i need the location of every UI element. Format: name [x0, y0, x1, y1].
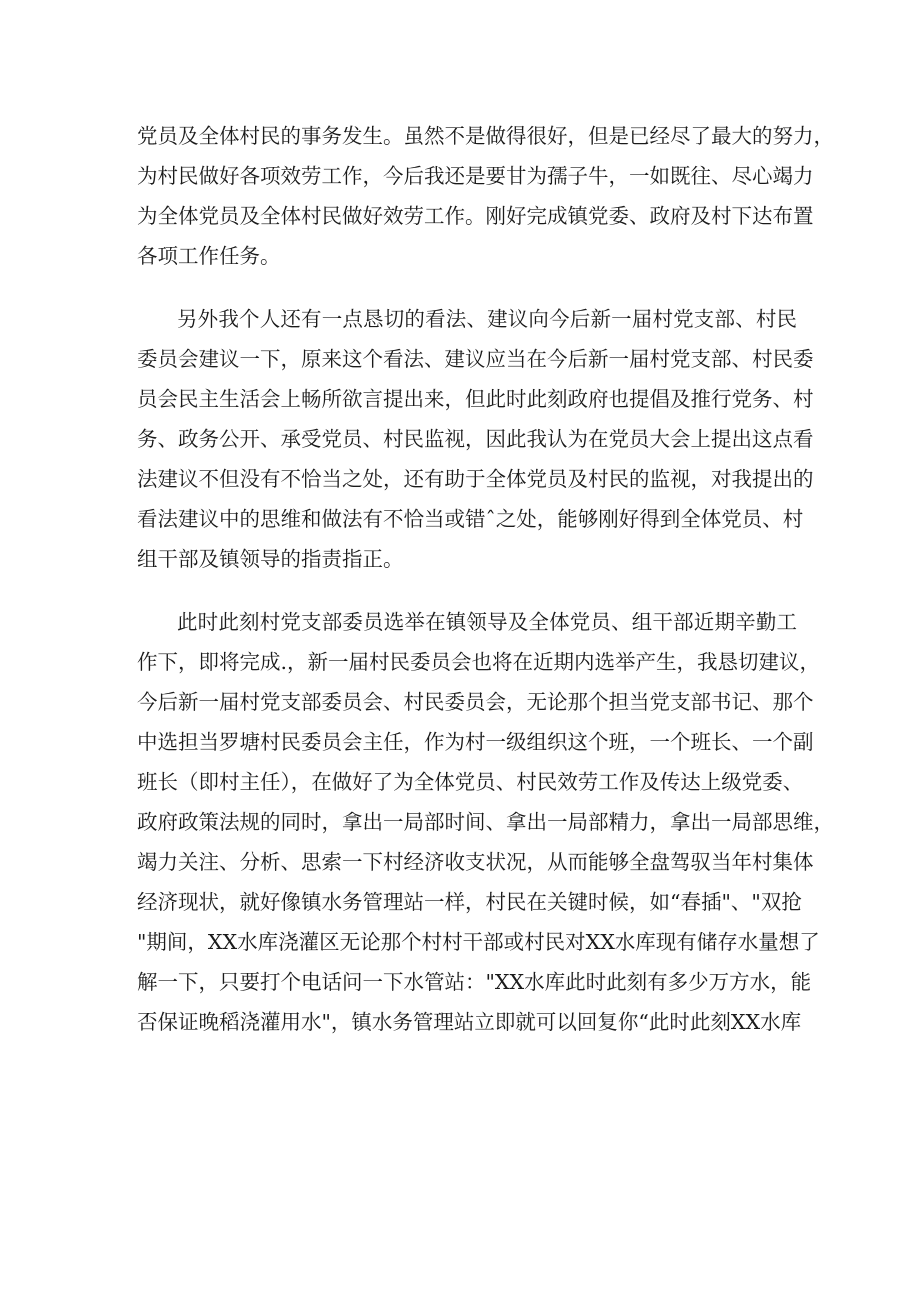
text-line: 今后新一届村党支部委员会、村民委员会，无论那个担当党支部书记、那个 [137, 690, 814, 714]
text-line: 委员会建议一下，原来这个看法、建议应当在今后新一届村党支部、村民委 [137, 347, 814, 371]
document-body [137, 116, 834, 1042]
text-line: 班长（即村主任），在做好了为全体党员、村民效劳工作及传达上级党委、 [137, 770, 804, 794]
paragraph-1 [137, 116, 834, 276]
text-line: 此时此刻村党支部委员选举在镇领导及全体党员、组干部近期辛勤工 [177, 610, 797, 634]
text-line: 员会民主生活会上畅所欲言提出来，但此时此刻政府也提倡及推行党务、村 [137, 387, 814, 411]
text-line: 组干部及镇领导的指责指正。 [137, 547, 404, 571]
text-line: 为村民做好各项效劳工作，今后我还是要甘为孺子牛，一如既往、尽心竭力 [137, 164, 814, 188]
paragraph-2 [137, 299, 814, 579]
text-line: 竭力关注、分析、思索一下村经济收支状况，从而能够全盘驾驭当年村集体 [137, 850, 814, 874]
text-line: 法建议不但没有不恰当之处，还有助于全体党员及村民的监视，对我提出的 [137, 467, 814, 491]
text-line: 另外我个人还有一点恳切的看法、建议向今后新一届村党支部、村民 [177, 307, 797, 331]
paragraph-spacing [137, 579, 797, 602]
text-line: 经济现状，就好像镇水务管理站一样，村民在关键时候，如“春插"、"双抢 [137, 890, 802, 914]
text-line: 解一下，只要打个电话问一下水管站："XX水库此时此刻有多少万方水，能 [137, 970, 812, 994]
text-line: 否保证晚稻浇灌用水"，镇水务管理站立即就可以回复你“此时此刻XX水库 [137, 1010, 802, 1034]
text-line: 务、政务公开、承受党员、村民监视，因此我认为在党员大会上提出这点看 [137, 427, 814, 451]
paragraph-3 [137, 602, 834, 1042]
text-line: 各项工作任务。 [137, 244, 281, 268]
text-line: 政府政策法规的同时，拿出一局部时间、拿出一局部精力，拿出一局部思维， [137, 810, 834, 834]
text-line: 为全体党员及全体村民做好效劳工作。刚好完成镇党委、政府及村下达布置 [137, 204, 814, 228]
paragraph-spacing [137, 276, 797, 299]
text-line: 中选担当罗塘村民委员会主任，作为村一级组织这个班，一个班长、一个副 [137, 730, 814, 754]
text-line: "期间，XX水库浇灌区无论那个村村干部或村民对XX水库现有储存水量想了 [137, 930, 820, 954]
text-line: 作下，即将完成.，新一届村民委员会也将在近期内选举产生，我恳切建议， [137, 650, 821, 674]
text-line: 党员及全体村民的事务发生。虽然不是做得很好，但是已经尽了最大的努力， [137, 124, 834, 148]
text-line: 看法建议中的思维和做法有不恰当或错ˆ之处，能够刚好得到全体党员、村 [137, 507, 804, 531]
